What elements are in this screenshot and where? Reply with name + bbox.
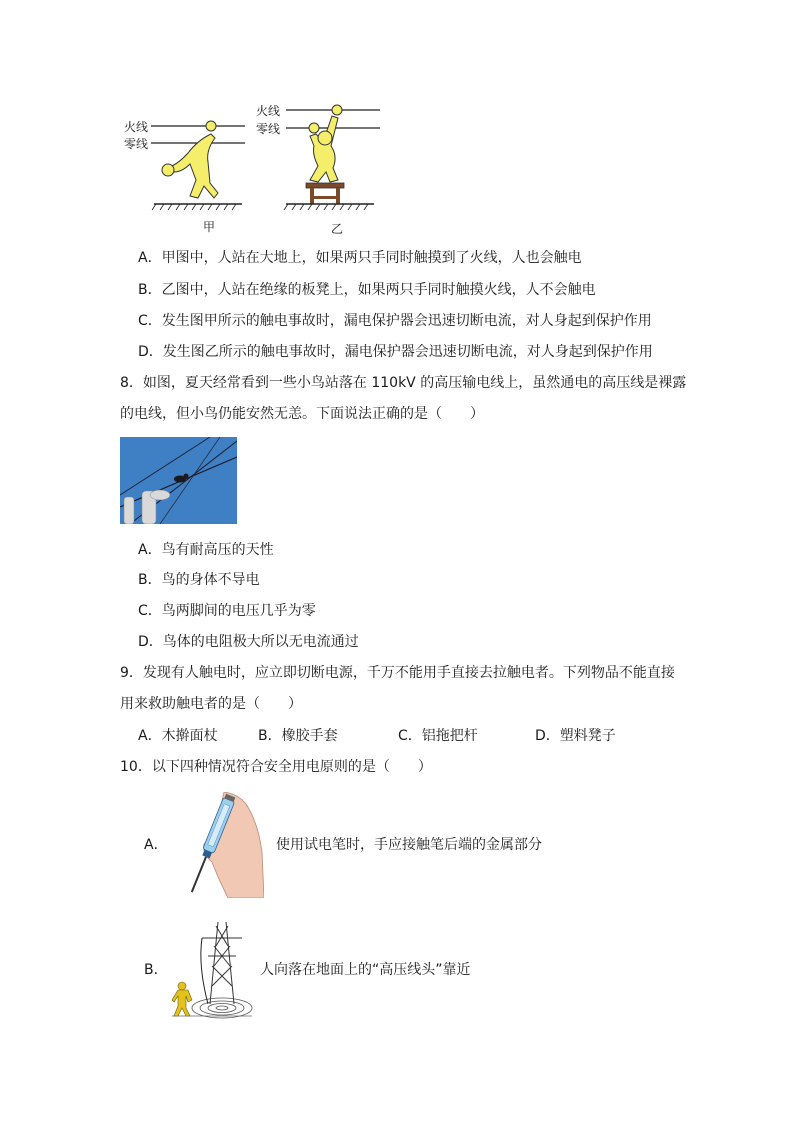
q7-option-a: A．甲图中，人站在大地上，如果两只手同时触摸到了火线，人也会触电 bbox=[138, 250, 582, 266]
q7-option-c: C．发生图甲所示的触电事故时，漏电保护器会迅速切断电流，对人身起到保护作用 bbox=[138, 313, 652, 329]
bird-photo bbox=[120, 437, 237, 524]
q10-option-a-text: 使用试电笔时，手应接触笔后端的金属部分 bbox=[276, 837, 542, 853]
q8-option-c: C．鸟两脚间的电压几乎为零 bbox=[138, 603, 316, 619]
high-voltage-wire-image bbox=[168, 916, 254, 1020]
q8-option-a: A．鸟有耐高压的天性 bbox=[138, 542, 274, 558]
q8-option-d: D．鸟体的电阻极大所以无电流通过 bbox=[138, 634, 359, 650]
test-pen-hand-image bbox=[172, 792, 264, 898]
q10-stem: 10．以下四种情况符合安全用电原则的是（ ） bbox=[120, 759, 432, 775]
q9-option-c: C．铝拖把杆 bbox=[398, 728, 478, 744]
q7-option-b: B．乙图中，人站在绝缘的板凳上，如果两只手同时触摸火线，人不会触电 bbox=[138, 282, 596, 298]
q10-option-b-text: 人向落在地面上的“高压线头”靠近 bbox=[260, 962, 471, 978]
shock-diagram bbox=[118, 98, 388, 238]
label-neutral-left: 零线 bbox=[124, 137, 149, 151]
q9-option-d: D．塑料凳子 bbox=[535, 728, 616, 744]
q9-option-a: A．木擀面杖 bbox=[138, 728, 218, 744]
label-fire-left: 火线 bbox=[124, 120, 149, 134]
caption-yi: 乙 bbox=[331, 222, 344, 236]
q8-stem-line1: 8．如图，夏天经常看到一些小鸟站落在 110kV 的高压输电线上，虽然通电的高压线是裸露 bbox=[120, 375, 687, 391]
label-neutral-right: 零线 bbox=[256, 122, 281, 136]
q10-option-b-letter: B． bbox=[144, 962, 168, 978]
q9-option-b: B．橡胶手套 bbox=[258, 728, 338, 744]
q8-option-b: B．鸟的身体不导电 bbox=[138, 572, 260, 588]
q9-stem-line2: 用来救助触电者的是（ ） bbox=[120, 696, 302, 712]
label-fire-right: 火线 bbox=[256, 104, 281, 118]
q10-option-a-letter: A． bbox=[144, 837, 168, 853]
q9-stem-line1: 9．发现有人触电时，应立即切断电源，千万不能用手直接去拉触电者。下列物品不能直接 bbox=[120, 665, 675, 681]
q8-stem-line2: 的电线，但小鸟仍能安然无恙。下面说法正确的是（ ） bbox=[120, 406, 484, 422]
q7-option-d: D．发生图乙所示的触电事故时，漏电保护器会迅速切断电流，对人身起到保护作用 bbox=[138, 344, 653, 360]
caption-jia: 甲 bbox=[203, 220, 216, 234]
